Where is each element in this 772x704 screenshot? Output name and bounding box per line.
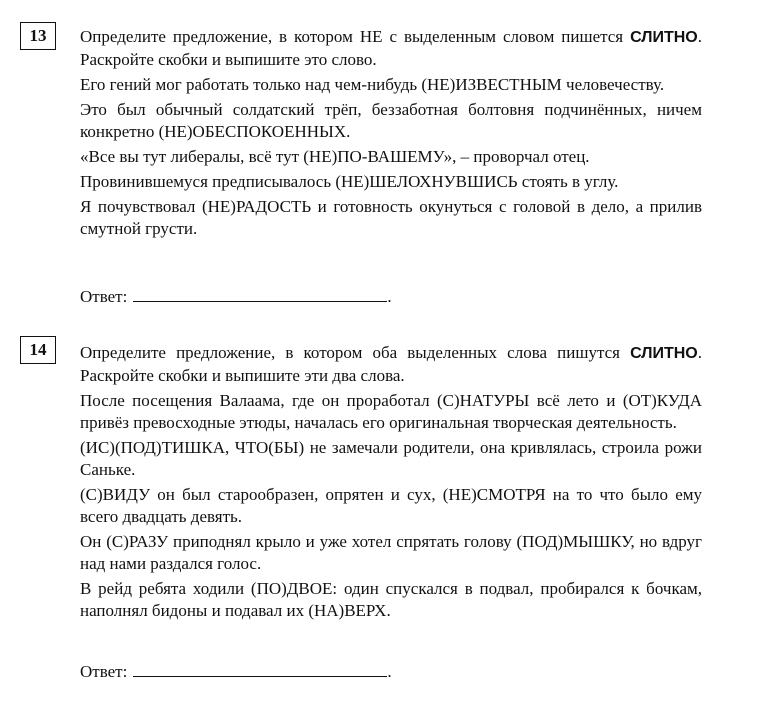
sentence-5: В рейд ребята ходили (ПО)ДВОЕ: один спускался в подвал, пробирался к бочкам, наполнял бидоны и подавал их (НА)ВЕРХ.: [80, 579, 702, 620]
sentence-2: Это был обычный солдатский трёп, беззаботная болтовня подчинённых, ничем конкретно (НЕ)ОБЕСПОКОЕННЫХ.: [80, 100, 702, 141]
instruction-emphasis: СЛИТНО: [630, 345, 698, 362]
sentence-1: Его гений мог работать только над чем-нибудь (НЕ)ИЗВЕСТНЫМ человечеству.: [80, 75, 665, 94]
answer-field[interactable]: [133, 285, 387, 302]
sentence-4: Провинившемуся предписывалось (НЕ)ШЕЛОХНУВШИСЬ стоять в углу.: [80, 172, 619, 191]
answer-label: Ответ:: [80, 287, 128, 306]
sentence-3: «Все вы тут либералы, всё тут (НЕ)ПО-ВАШЕМУ», – проворчал отец.: [80, 147, 590, 166]
sentence-2: (ИС)(ПОД)ТИШКА, ЧТО(БЫ) не замечали родители, она кривлялась, строила рожи Саньке.: [80, 438, 702, 479]
answer-period: .: [387, 662, 392, 681]
sentence-3: (С)ВИДУ он был старообразен, опрятен и сух, (НЕ)СМОТРЯ на то что было ему всего двадцать девять.: [80, 485, 702, 526]
answer-row: [80, 285, 392, 307]
instruction-text: Определите предложение, в котором НЕ с выделенным словом пишется: [80, 27, 631, 46]
task-instruction: [80, 342, 702, 387]
sentence-4: Он (С)РАЗУ приподнял крыло и уже хотел спрятать голову (ПОД)МЫШКУ, но вдруг над нами раздался голос.: [80, 532, 702, 573]
instruction-emphasis: СЛИТНО: [630, 29, 698, 46]
instruction-text-end: . Раскройте скобки и выпишите это слово.: [80, 27, 702, 69]
task-number-box: 13: [20, 22, 56, 50]
task-instruction: [80, 26, 702, 71]
sentence-1: После посещения Валаама, где он проработал (С)НАТУРЫ всё лето и (ОТ)КУДА привёз превосходные этюды, началась его оригинальная творческая деятельность.: [80, 391, 702, 432]
instruction-text: Определите предложение, в котором оба выделенных слова пишутся: [80, 343, 631, 362]
answer-field[interactable]: [133, 660, 387, 677]
sentence-5: Я почувствовал (НЕ)РАДОСТЬ и готовность окунуться с головой в дело, а прилив смутной грусти.: [80, 197, 702, 238]
task-number-box: 14: [20, 336, 56, 364]
task-content: [80, 342, 702, 625]
answer-period: .: [387, 287, 392, 306]
answer-row: [80, 660, 392, 682]
instruction-text-end: . Раскройте скобки и выпишите эти два слова.: [80, 343, 702, 385]
answer-label: Ответ:: [80, 662, 128, 681]
task-content: [80, 26, 702, 243]
